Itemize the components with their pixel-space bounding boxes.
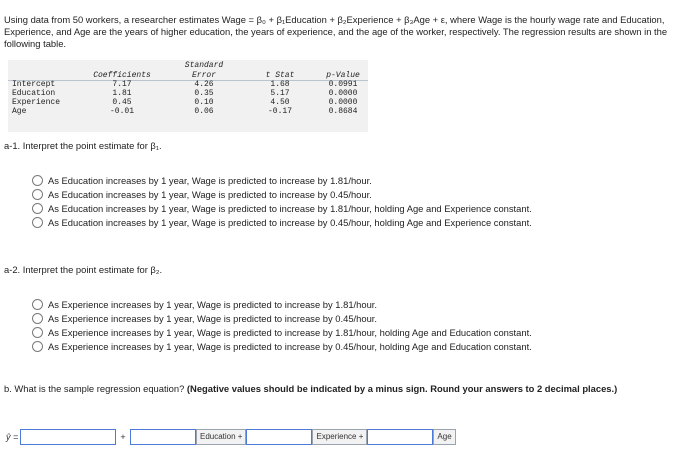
option-a2-1[interactable]: As Experience increases by 1 year, Wage is predicted to increase by 1.81/hour. [32, 297, 532, 311]
options-a1 [32, 173, 532, 229]
experience-label: Experience + [312, 429, 367, 445]
regression-equation-form [6, 428, 484, 446]
option-a2-3[interactable]: As Experience increases by 1 year, Wage is predicted to increase by 1.81/hour, holding Age and Education constant. [32, 325, 532, 339]
experience-coef-input[interactable] [246, 429, 312, 445]
yhat-label: ŷ = [6, 432, 19, 442]
option-a2-4[interactable]: As Experience increases by 1 year, Wage is predicted to increase by 0.45/hour, holding Age and Education constant. [32, 339, 532, 353]
question-b-text: b. What is the sample regression equation? [4, 383, 187, 394]
age-label: Age [433, 429, 455, 445]
radio-button-icon[interactable] [32, 175, 43, 186]
radio-button-icon[interactable] [32, 203, 43, 214]
option-a2-2[interactable]: As Experience increases by 1 year, Wage is predicted to increase by 0.45/hour. [32, 311, 532, 325]
coef-header: Coefficients [93, 71, 151, 80]
radio-button-icon[interactable] [32, 313, 43, 324]
options-a2 [32, 297, 532, 353]
intercept-input[interactable] [20, 429, 116, 445]
table-row: Education 1.81 0.35 5.17 0.0000 [12, 89, 358, 98]
radio-button-icon[interactable] [32, 299, 43, 310]
age-coef-input[interactable] [367, 429, 433, 445]
option-a1-4[interactable]: As Education increases by 1 year, Wage is predicted to increase by 0.45/hour, holding Age and Experience constant. [32, 215, 532, 229]
radio-button-icon[interactable] [32, 327, 43, 338]
t-header: t Stat [265, 71, 295, 80]
question-b [4, 383, 696, 395]
table-body [8, 81, 368, 129]
option-a1-2[interactable]: As Education increases by 1 year, Wage is predicted to increase by 0.45/hour. [32, 187, 532, 201]
table-header [8, 60, 368, 81]
education-coef-input[interactable] [130, 429, 196, 445]
se-header-bottom: Error [191, 71, 216, 80]
regression-table [8, 60, 368, 132]
radio-button-icon[interactable] [32, 341, 43, 352]
radio-button-icon[interactable] [32, 217, 43, 228]
option-a1-1[interactable]: As Education increases by 1 year, Wage is predicted to increase by 1.81/hour. [32, 173, 532, 187]
intro-text: Using data from 50 workers, a researcher estimates Wage = β₀ + β₁Education + β₂Experience + β₃Age + ε, where Wage is the hourly wage rate and Education, Experience, and Age are the years of higher education, the years of experience, and the age of the worker, respectively. The regression results are shown in the following table. [4, 14, 668, 49]
se-header-top: Standard [184, 61, 224, 70]
table-row: Intercept 7.17 4.26 1.68 0.0991 [12, 80, 358, 89]
question-a1: a-1. Interpret the point estimate for β₁. [4, 140, 162, 151]
education-label: Education + [196, 429, 246, 445]
option-a1-3[interactable]: As Education increases by 1 year, Wage is predicted to increase by 1.81/hour, holding Age and Experience constant. [32, 201, 532, 215]
p-header: p-Value [326, 71, 360, 80]
question-a2: a-2. Interpret the point estimate for β₂. [4, 264, 163, 275]
table-row: Age -0.01 0.06 -0.17 0.8684 [12, 107, 358, 116]
plus-sign: + [120, 432, 126, 442]
table-row: Experience 0.45 0.10 4.50 0.0000 [12, 98, 358, 107]
question-b-instruction: (Negative values should be indicated by a minus sign. Round your answers to 2 decimal places.) [186, 383, 618, 394]
radio-button-icon[interactable] [32, 189, 43, 200]
